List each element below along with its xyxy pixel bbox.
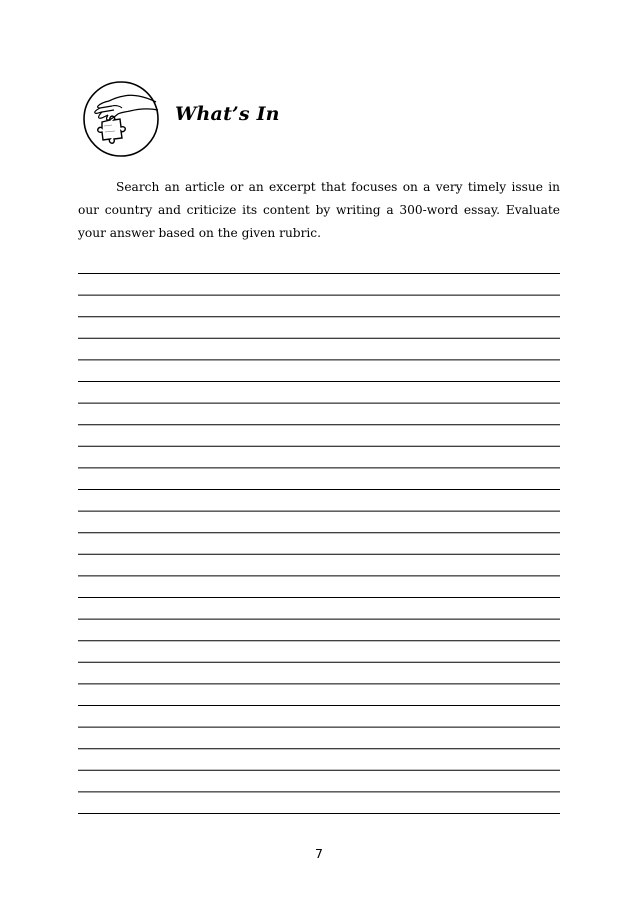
section-title: What’s In (175, 103, 280, 125)
instructions-text: Search an article or an excerpt that focuses on a very timely issue in our country and criticize its content by writing a 300-word essay. Evaluate your answer based on the given rubric. (78, 180, 560, 240)
answer-lines (78, 273, 560, 818)
hand-puzzle-piece-icon (82, 80, 160, 158)
page-number: 7 (315, 846, 323, 861)
answer-lines-area[interactable] (78, 273, 560, 818)
